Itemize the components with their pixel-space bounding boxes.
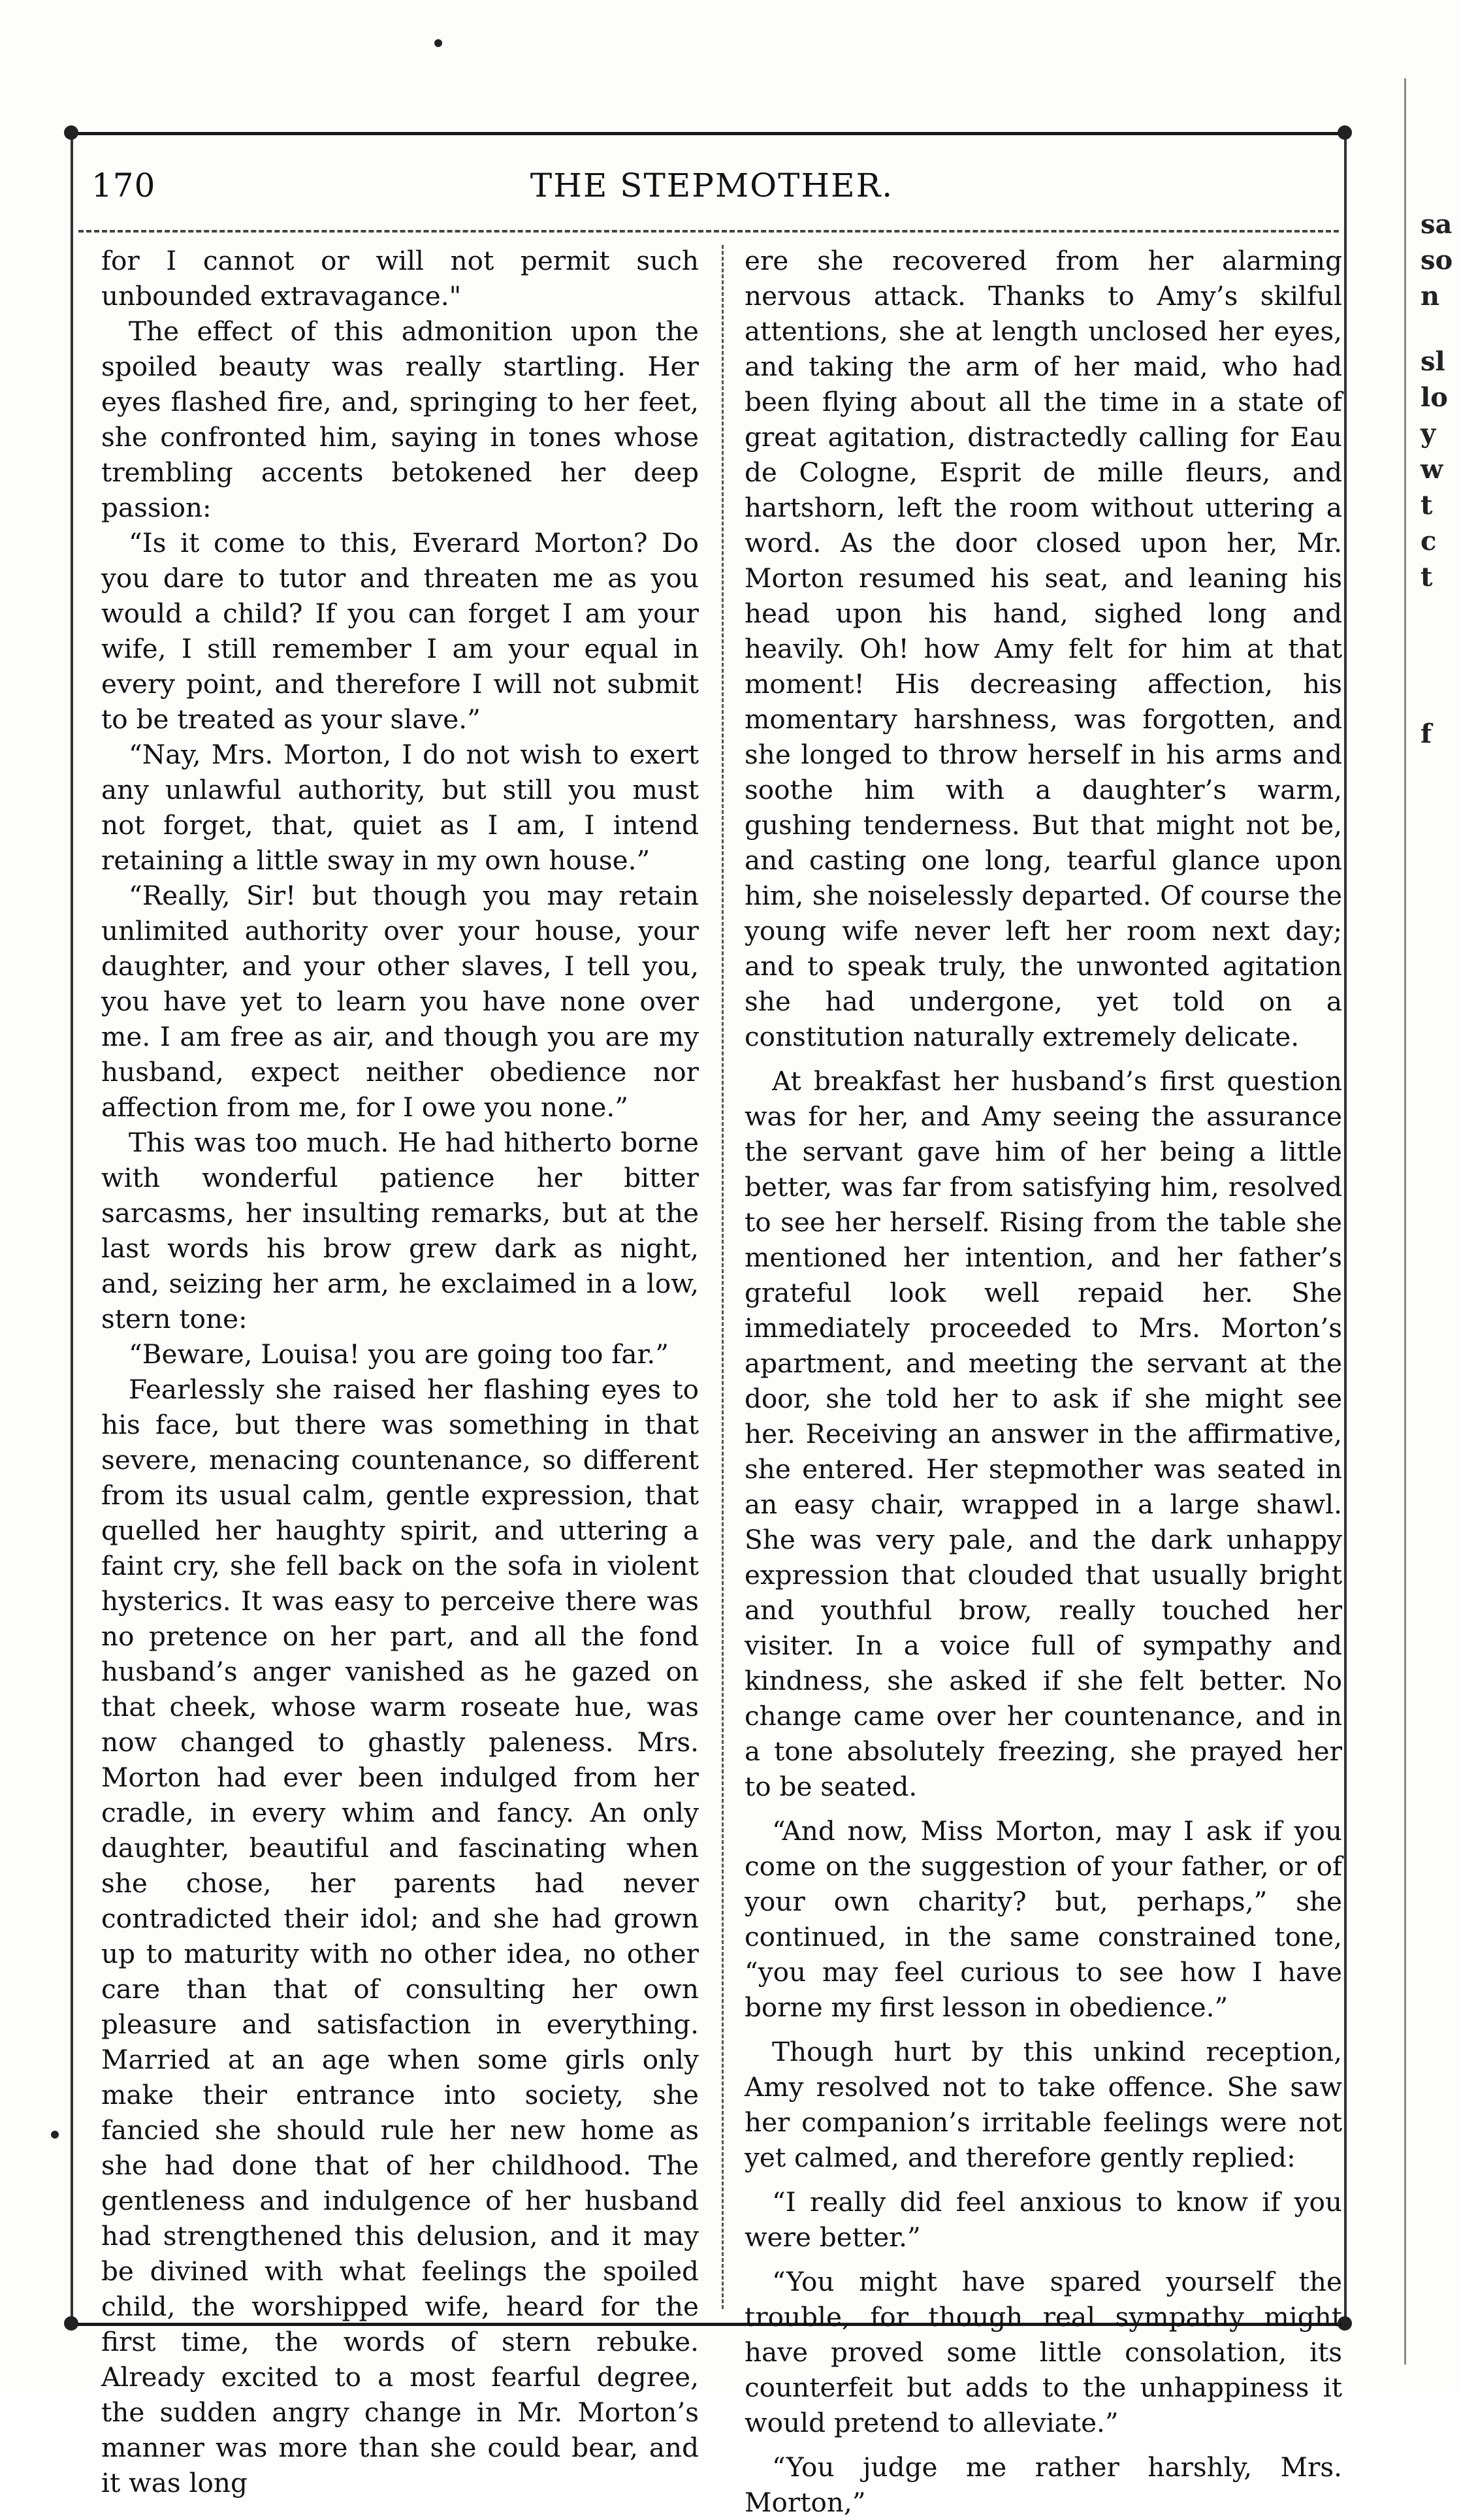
paragraph: “Is it come to this, Everard Morton? Do you dare to tutor and threaten me as you would a child? If you can forget I am your wife, I still remember I am your equal in every point, and therefore I will not submit to be treated as your slave.”	[101, 527, 699, 735]
paragraph: “Beware, Louisa! you are going too far.”	[129, 1338, 669, 1370]
stray-ink-dot	[51, 2131, 59, 2139]
bleed-text: lo	[1421, 382, 1448, 413]
running-title: THE STEPMOTHER.	[530, 167, 894, 204]
paragraph: “Really, Sir! but though you may retain unlimited authority over your house, your daughter, and your other slaves, I tell you, you have yet to learn you have none over me. I am free as air, and though you are my husband, expect neither obedience nor affection from me, for I owe you none.”	[101, 880, 699, 1123]
bleed-text: w	[1421, 454, 1443, 485]
paragraph: This was too much. He had hitherto borne with wonderful patience her bitter sarcasms, her insulting remarks, but at the last words his brow grew dark as night, and, seizing her arm, he exclaimed in a low, stern tone:	[101, 1127, 699, 1334]
bleed-text: y	[1421, 418, 1436, 449]
bleed-text: f	[1421, 719, 1432, 749]
corner-ornament-top-left	[64, 125, 78, 140]
corner-ornament-top-right	[1338, 125, 1352, 140]
page-header	[91, 167, 1332, 219]
paragraph: Fearlessly she raised her flashing eyes to his face, but there was something in that severe, menacing countenance, so different from its usual calm, gentle expression, that quelled her haughty spirit, and uttering a faint cry, she fell back on the sofa in violent hysterics. It was easy to perceive there was no pretence on her part, and all the fond husband’s anger vanished as he gazed on that cheek, whose warm roseate hue, was now changed to ghastly paleness. Mrs. Morton had ever been indulged from her cradle, in every whim and fancy. An only daughter, beautiful and fascinating when she chose, her parents had never contradicted their idol; and she had grown up to maturity with no other idea, no other care than that of consulting her own pleasure and satisfaction in everything. Married at an age when some girls only make their entrance into society, she fancied she should rule her new home as she had done that of her childhood. The gentleness and indulgence of her husband had strengthened this delusion, and it may be divined with what feelings the spoiled child, the worshipped wife, heard for the first time, the words of stern rebuke. Already excited to a most fearful degree, the sudden angry change in Mr. Morton’s manner was more than she could bear, and it was long	[101, 1374, 699, 2498]
paragraph: “You might have spared yourself the trouble, for though real sympathy might have proved some little consolation, its counterfeit but adds to the unhappiness it would pretend to alleviate.”	[745, 2266, 1342, 2438]
paragraph: At breakfast her husband’s first question was for her, and Amy seeing the assurance the servant gave him of her being a little better, was far from satisfying him, resolved to see her herself. Rising from the table she mentioned her intention, and her father’s grateful look well repaid her. She immediately proceeded to Mrs. Morton’s apartment, and meeting the servant at the door, she told her to ask if she might see her. Receiving an answer in the affirmative, she entered. Her stepmother was seated in an easy chair, wrapped in a large shawl. She was very pale, and the dark unhappy expression that clouded that usually bright and youthful brow, really touched her visiter. In a voice full of sympathy and kindness, she asked if she felt better. No change came over her countenance, and in a tone absolutely freezing, she prayed her to be seated.	[745, 1065, 1342, 1802]
paragraph: “Nay, Mrs. Morton, I do not wish to exert any unlawful authority, but still you must not forget, that, quiet as I am, I intend retaining a little sway in my own house.”	[101, 739, 699, 876]
left-border-rule	[71, 134, 73, 2322]
paragraph: “And now, Miss Morton, may I ask if you come on the suggestion of your father, or of your own charity? but, perhaps,” she continued, in the same constrained tone, “you may feel curious to see how I have borne my first lesson in obedience.”	[745, 1815, 1342, 2023]
bleed-text: so	[1421, 245, 1453, 276]
right-text-column	[745, 243, 1342, 2518]
bleed-text: t	[1421, 490, 1433, 521]
bleed-text: n	[1421, 281, 1440, 312]
column-divider	[722, 245, 724, 2309]
paragraph: ere she recovered from her alarming nervous attack. Thanks to Amy’s skilful attentions, she at length unclosed her eyes, and taking the arm of her maid, who had been flying about all the time in a state of great agitation, distractedly calling for Eau de Cologne, Esprit de mille fleurs, and hartshorn, left the room without uttering a word. As the door closed upon her, Mr. Morton resumed his seat, and leaning his head upon his hand, sighed long and heavily. Oh! how Amy felt for him at that moment! His decreasing affection, his momentary harshness, was forgotten, and she longed to throw herself in his arms and soothe him with a daughter’s warm, gushing tenderness. But that might not be, and casting one long, tearful glance upon him, she noiselessly departed. Of course the young wife never left her room next day; and to speak truly, the unwonted agitation she had undergone, yet told on a constitution naturally extremely delicate.	[745, 245, 1342, 1052]
stray-ink-dot	[434, 39, 442, 47]
bleed-text: t	[1421, 562, 1433, 592]
paragraph: for I cannot or will not permit such unbounded extravagance."	[101, 245, 699, 312]
top-border-rule	[69, 132, 1345, 135]
paragraph: “I really did feel anxious to know if you were better.”	[745, 2186, 1342, 2253]
page-number: 170	[91, 167, 156, 204]
header-separator	[78, 230, 1339, 233]
bleed-text: sl	[1421, 346, 1445, 377]
right-border-rule	[1344, 134, 1347, 2322]
left-text-column	[101, 243, 699, 2498]
paragraph: Though hurt by this unkind reception, Amy resolved not to take offence. She saw her companion’s irritable feelings were not yet calmed, and therefore gently replied:	[745, 2036, 1342, 2173]
bleed-text: c	[1421, 526, 1437, 557]
corner-ornament-bottom-left	[64, 2316, 78, 2331]
paragraph: The effect of this admonition upon the spoiled beauty was really startling. Her eyes flashed fire, and, springing to her feet, she confronted him, saying in tones whose trembling accents betokened her deep passion:	[101, 315, 699, 523]
bleed-text: sa	[1421, 209, 1453, 240]
paragraph: “You judge me rather harshly, Mrs. Morton,”	[745, 2451, 1342, 2518]
